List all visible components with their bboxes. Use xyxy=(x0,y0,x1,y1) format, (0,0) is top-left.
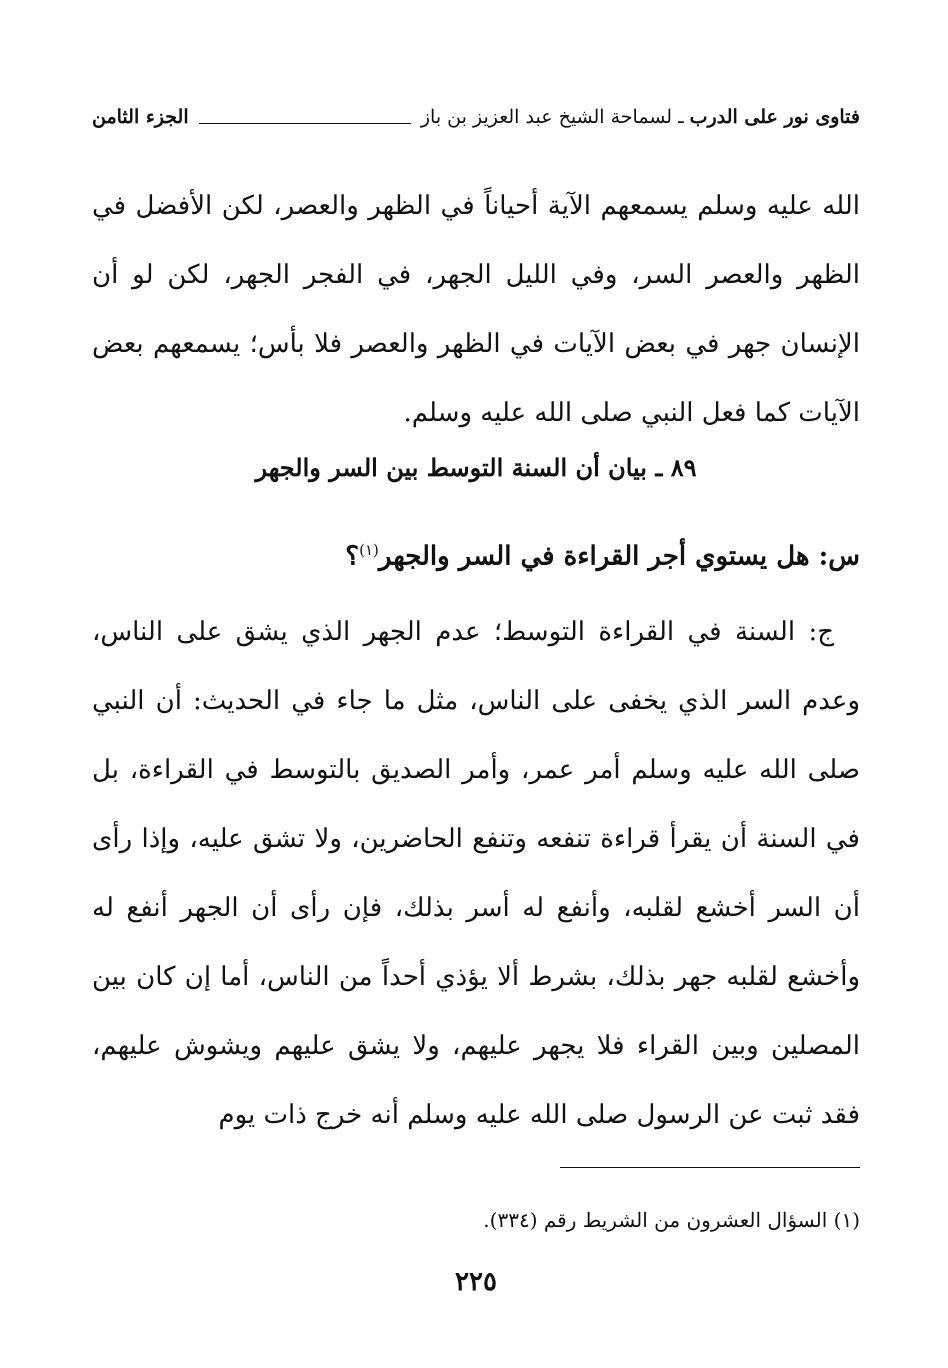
header-author: لسماحة الشيخ عبد العزيز بن باز xyxy=(420,106,673,128)
header-part: الجزء الثامن xyxy=(92,106,189,128)
footnote-reference[interactable]: (١) xyxy=(359,541,379,559)
question-mark: ؟ xyxy=(345,541,360,572)
question xyxy=(92,520,860,587)
section-title-text: بيان أن السنة التوسط بين السر والجهر xyxy=(255,453,647,482)
header-book-title: فتاوى نور على الدرب xyxy=(689,106,860,128)
footnote: (١) السؤال العشرون من الشريط رقم (٣٣٤). xyxy=(483,1208,860,1232)
page-number: ٢٢٥ xyxy=(455,1267,497,1297)
continued-paragraph: الله عليه وسلم يسمعهم الآية أحياناً في الظهر والعصر، لكن الأفضل في الظهر والعصر السر، وفي الليل الجهر، في الفجر الجهر، لكن لو أن الإنسان جهر في بعض الآيات في الظهر والعصر فلا بأس؛ يسمعهم بعض الآيات كما فعل النبي صلى الله عليه وسلم. xyxy=(92,191,860,428)
answer-paragraph: ج: السنة في القراءة التوسط؛ عدم الجهر الذي يشق على الناس، وعدم السر الذي يخفى على الناس، مثل ما جاء في الحديث: أن النبي صلى الله عليه وسلم أمر عمر، وأمر الصديق بالتوسط في القراءة، بل في السنة أن يقرأ قراءة تنفعه وتنفع الحاضرين، ولا تشق عليه، وإذا رأى أن السر أخشع لقلبه، وأنفع له أسر بذلك، فإن رأى أن الجهر أنفع له وأخشع لقلبه جهر بذلك، بشرط ألا يؤذي أحداً من الناس، أما إن كان بين المصلين وبين القراء فلا يجهر عليهم، ولا يشق عليهم ويشوش عليهم، فقد ثبت عن الرسول صلى الله عليه وسلم أنه خرج ذات يوم xyxy=(92,617,860,1130)
footnote-separator xyxy=(560,1167,860,1168)
section-number: ٨٩ xyxy=(670,453,697,482)
header-rule xyxy=(199,123,411,124)
section-heading xyxy=(92,446,860,490)
section-dash: ـ xyxy=(655,453,663,482)
header-separator: ـ xyxy=(678,106,684,128)
question-text: س: هل يستوي أجر القراءة في السر والجهر xyxy=(378,541,860,572)
running-header xyxy=(92,100,860,134)
